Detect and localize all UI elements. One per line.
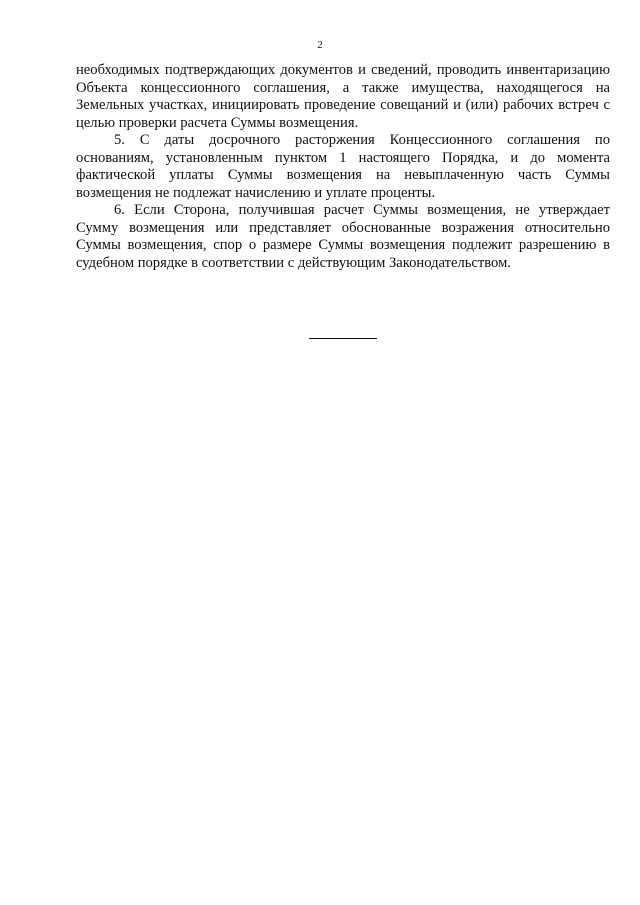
paragraph-6: 6. Если Сторона, получившая расчет Суммы возмещения, не утверждает Сумму возмещения или представляет обоснованные возражения относительно Суммы возмещения, спор о размере Суммы возмещения подлежит разрешению в судебном порядке в соответствии с действующим Законодательством. <box>76 202 610 271</box>
paragraph-continuation: необходимых подтверждающих документов и сведений, проводить инвентаризацию Объекта концессионного соглашения, а также имущества, находящегося на Земельных участках, инициировать проведение совещаний и (или) рабочих встреч с целью проверки расчета Суммы возмещения. <box>76 62 610 131</box>
page-number: 2 <box>317 39 323 51</box>
end-divider-line <box>309 338 377 339</box>
document-body <box>76 62 610 272</box>
paragraph-5: 5. С даты досрочного расторжения Концессионного соглашения по основаниям, установленным пунктом 1 настоящего Порядка, и до момента фактической уплаты Суммы возмещения на невыплаченную часть Суммы возмещения не подлежат начислению и уплате проценты. <box>76 132 610 201</box>
